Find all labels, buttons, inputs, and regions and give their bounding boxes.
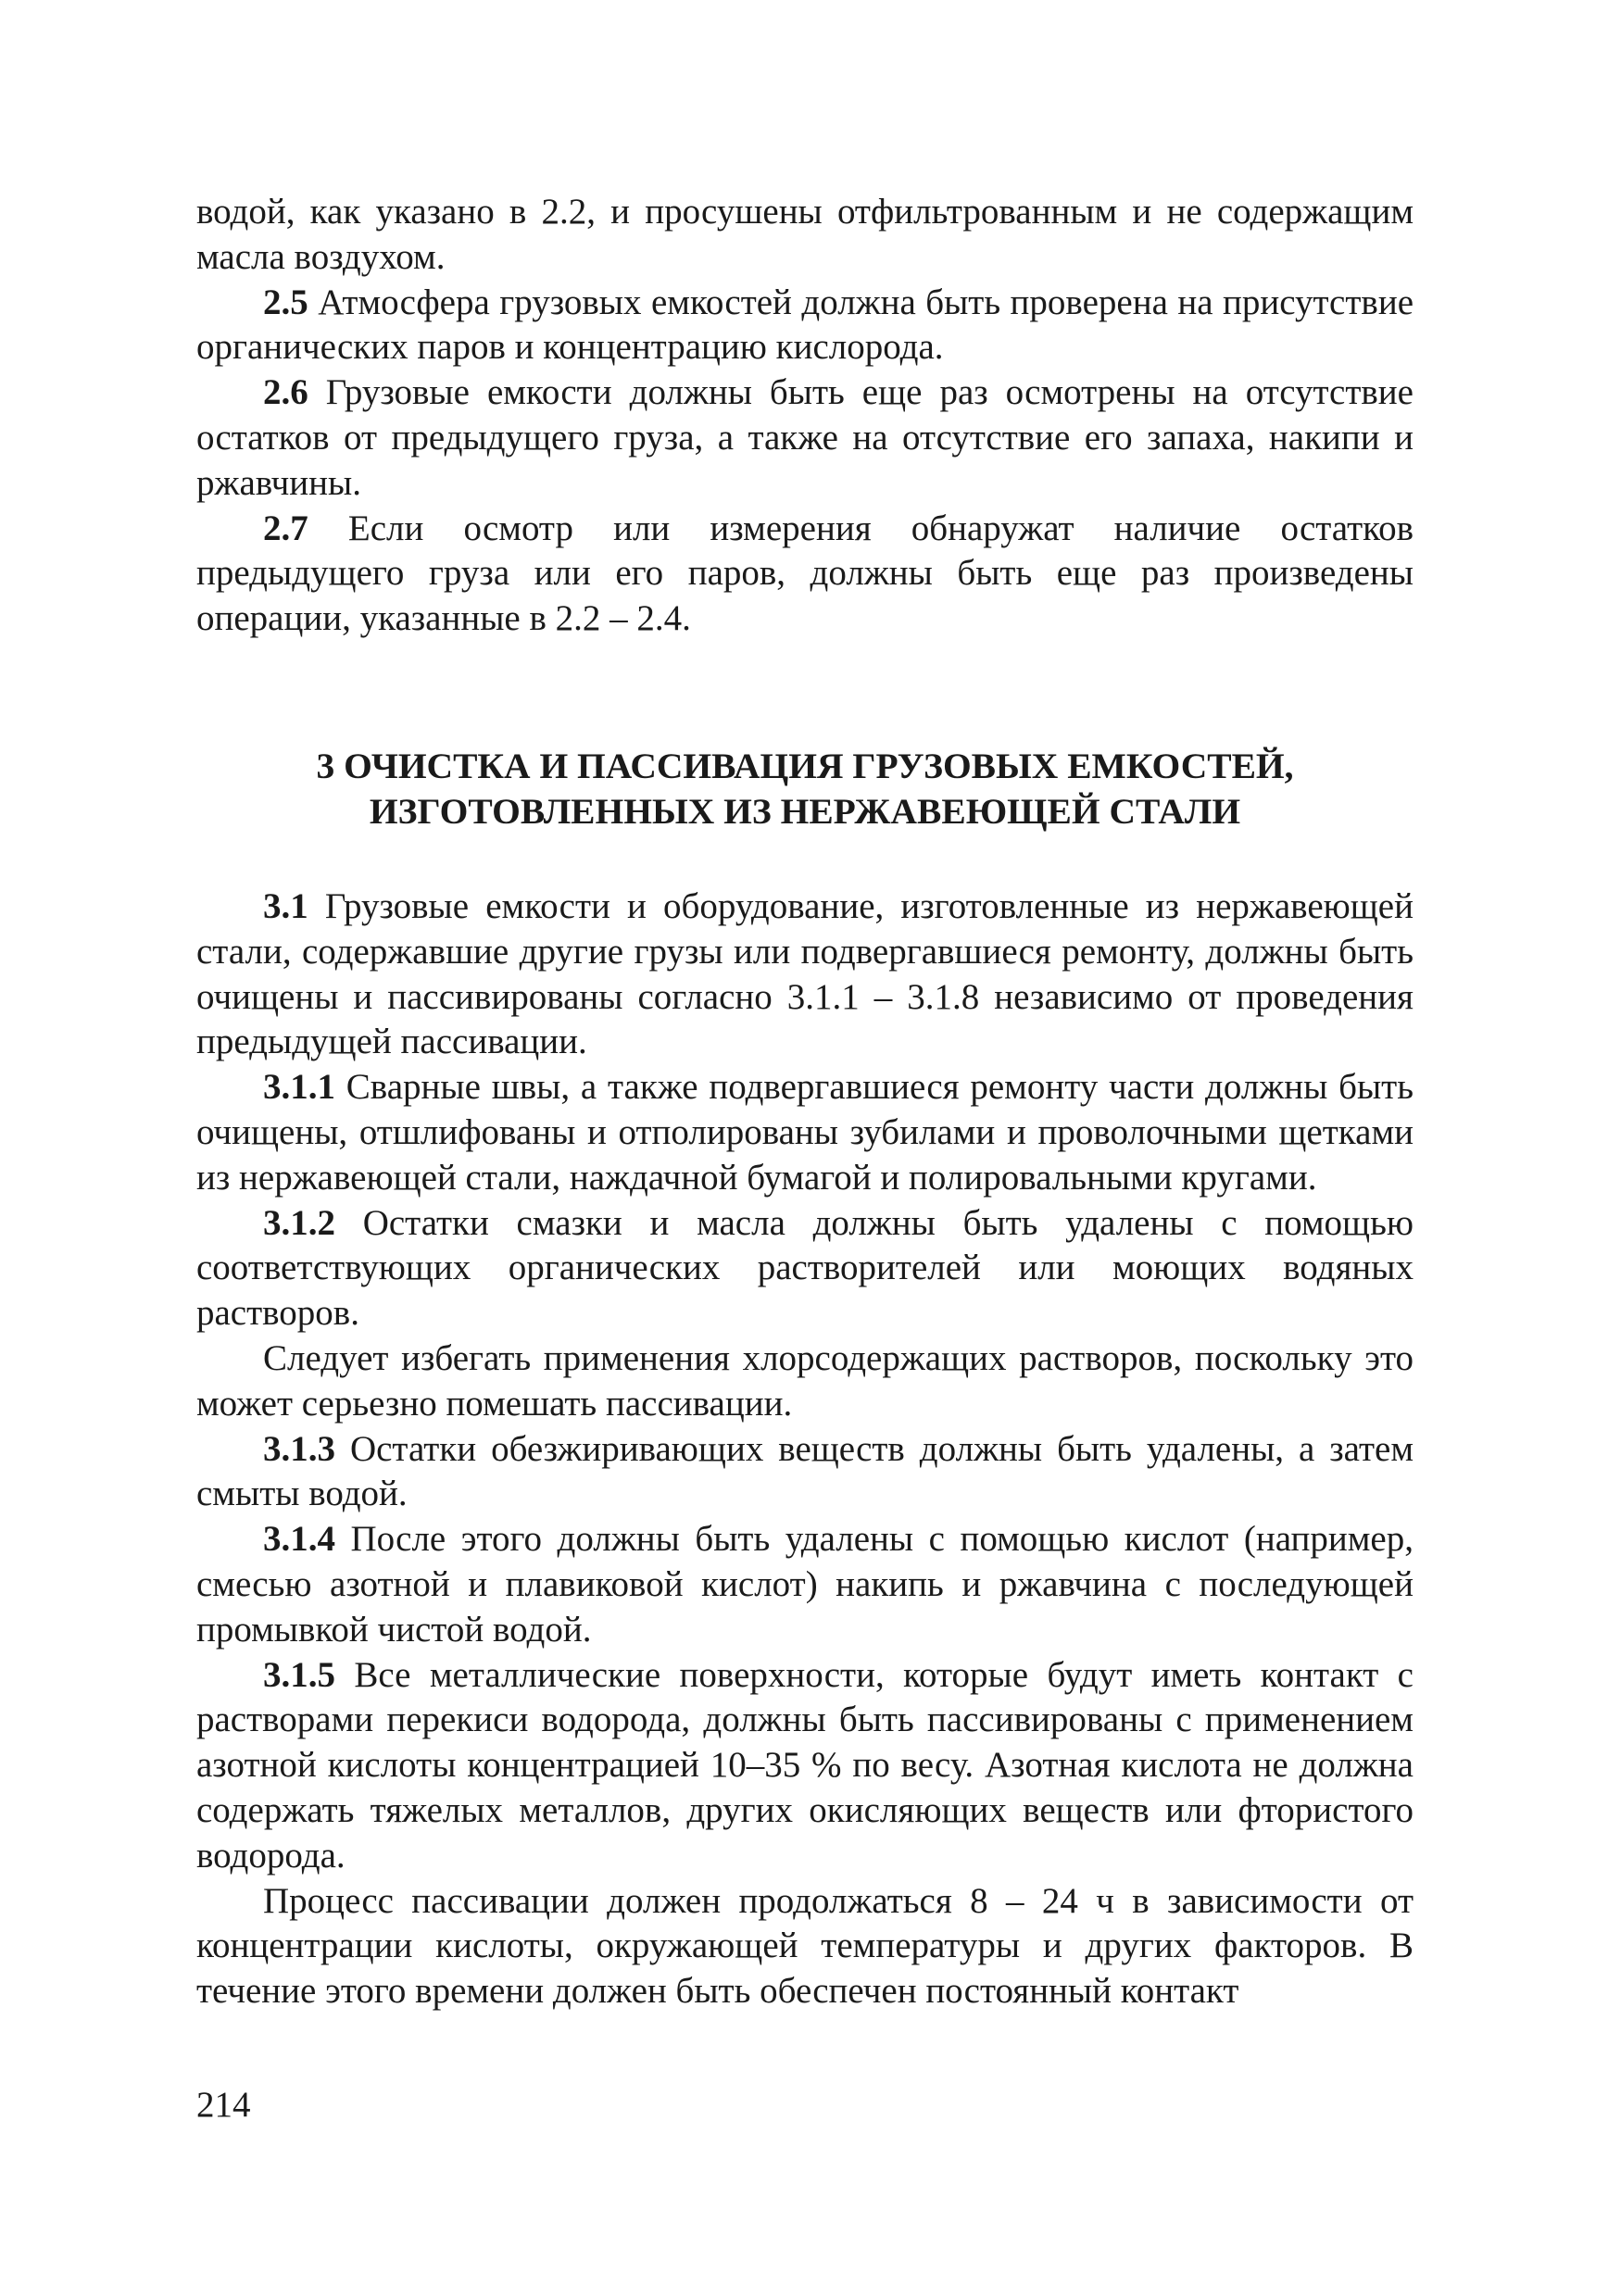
paragraph-3-1: 3.1 Грузовые емкости и оборудование, изготовленные из нержавеющей стали, содержавшие другие грузы или подвергавшиеся ремонту, должны быть очищены и пассивированы согласно 3.1.1 – 3.1.8 независимо от проведения предыдущей пассивации. — [196, 886, 1414, 1062]
clause-number: 3.1.2 — [263, 1202, 335, 1243]
section-2-continuation — [196, 190, 1414, 642]
paragraph-passivation-process: Процесс пассивации должен продолжаться 8 – 24 ч в зависимости от концентрации кислоты, окружающей температуры и других факторов. В течение этого времени должен быть обеспечен постоянный контакт — [196, 1880, 1414, 2012]
clause-number: 2.5 — [263, 282, 308, 322]
clause-number: 3.1.4 — [263, 1519, 335, 1560]
clause-number: 2.6 — [263, 372, 308, 413]
paragraph-2-6: 2.6 Грузовые емкости должны быть еще раз осмотрены на отсутствие остатков от предыдущего груза, а также на отсутствие его запаха, накипи и ржавчины. — [196, 372, 1414, 503]
section-3-heading — [196, 744, 1414, 834]
paragraph-3-1-4: 3.1.4 После этого должны быть удалены с помощью кислот (например, смесью азотной и плавиковой кислот) накипь и ржавчина с последующей промывкой чистой водой. — [196, 1519, 1414, 1650]
section-3-body — [196, 885, 1414, 2014]
clause-number: 3.1.1 — [263, 1067, 335, 1108]
paragraph-3-1-1: 3.1.1 Сварные швы, а также подвергавшиеся ремонту части должны быть очищены, отшлифованы и отполированы зубилами и проволочными щетками из нержавеющей стали, наждачной бумагой и полировальными кругами. — [196, 1067, 1414, 1198]
heading-line-2: ИЗГОТОВЛЕННЫХ ИЗ НЕРЖАВЕЮЩЕЙ СТАЛИ — [369, 791, 1241, 832]
clause-number: 3.1.3 — [263, 1428, 335, 1469]
clause-number: 3.1 — [263, 886, 308, 926]
paragraph-3-1-3: 3.1.3 Остатки обезжиривающих веществ должны быть удалены, а затем смыты водой. — [196, 1428, 1414, 1514]
clause-number: 3.1.5 — [263, 1654, 335, 1695]
paragraph-chlorine-note: Следует избегать применения хлорсодержащих растворов, поскольку это может серьезно помешать пассивации. — [196, 1337, 1414, 1424]
paragraph-3-1-2: 3.1.2 Остатки смазки и масла должны быть удалены с помощью соответствующих органических растворителей или моющих водяных растворов. — [196, 1202, 1414, 1334]
heading-line-1: 3 ОЧИСТКА И ПАССИВАЦИЯ ГРУЗОВЫХ ЕМКОСТЕЙ, — [316, 746, 1294, 786]
paragraph-2-5: 2.5 Атмосфера грузовых емкостей должна быть проверена на присутствие органических паров и концентрацию кислорода. — [196, 282, 1414, 368]
page-number: 214 — [196, 2085, 251, 2125]
clause-number: 2.7 — [263, 508, 308, 548]
paragraph-2-4-tail: водой, как указано в 2.2, и просушены отфильтрованным и не содержащим масла воздухом. — [196, 192, 1414, 277]
paragraph-2-7: 2.7 Если осмотр или измерения обнаружат наличие остатков предыдущего груза или его паров, должны быть еще раз произведены операции, указанные в 2.2 – 2.4. — [196, 508, 1414, 639]
paragraph-3-1-5: 3.1.5 Все металлические поверхности, которые будут иметь контакт с растворами перекиси водорода, должны быть пассивированы с применением азотной кислоты концентрацией 10–35 % по весу. Азотная кислота не должна содержать тяжелых металлов, других окисляющих веществ или фтористого водорода. — [196, 1654, 1414, 1876]
